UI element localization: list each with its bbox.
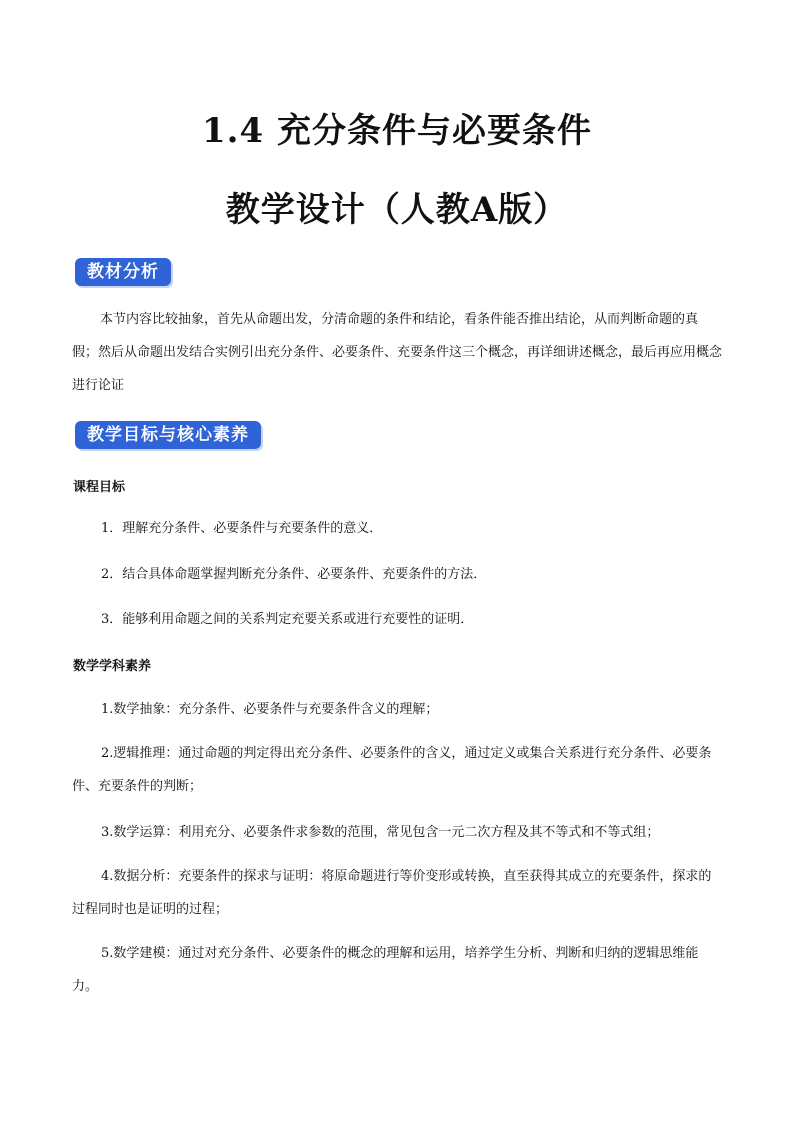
literacy-item: 3.数学运算：利用充分、必要条件求参数的范围，常见包含一元二次方程及其不等式和不等式组； [101, 825, 660, 840]
course-goals-heading: 课程目标 [73, 480, 126, 495]
section-badge-analysis: 教材分析 [75, 258, 171, 286]
course-goal-item: 2．结合具体命题掌握判断充分条件、必要条件、充要条件的方法． [101, 567, 487, 582]
literacy-item: 4.数据分析：充要条件的探求与证明：将原命题进行等价变形或转换，直至获得其成立的充要条件，探求的过程同时也是证明的过程； [72, 869, 712, 917]
analysis-paragraph: 本节内容比较抽象，首先从命题出发，分清命题的条件和结论，看条件能否推出结论，从而判断命题的真假；然后从命题出发结合实例引出充分条件、必要条件、充要条件这三个概念，再详细讲述概念，最后再应用概念进行论证 [72, 312, 723, 393]
literacy-item: 5.数学建模：通过对充分条件、必要条件的概念的理解和运用，培养学生分析、判断和归纳的逻辑思维能力。 [72, 946, 699, 994]
literacy-item: 2.逻辑推理：通过命题的判定得出充分条件、必要条件的含义，通过定义或集合关系进行充分条件、必要条件、充要条件的判断； [72, 746, 712, 794]
literacy-heading: 数学学科素养 [73, 659, 152, 674]
document-title: 1.4 充分条件与必要条件 [202, 111, 592, 151]
section-badge-goals: 教学目标与核心素养 [75, 421, 261, 449]
course-goal-item: 1．理解充分条件、必要条件与充要条件的意义． [101, 521, 383, 536]
literacy-item: 1.数学抽象：充分条件、必要条件与充要条件含义的理解； [101, 702, 439, 717]
course-goal-item: 3．能够利用命题之间的关系判定充要关系或进行充要性的证明． [101, 612, 474, 627]
document-subtitle: 教学设计（人教A版） [225, 190, 569, 230]
